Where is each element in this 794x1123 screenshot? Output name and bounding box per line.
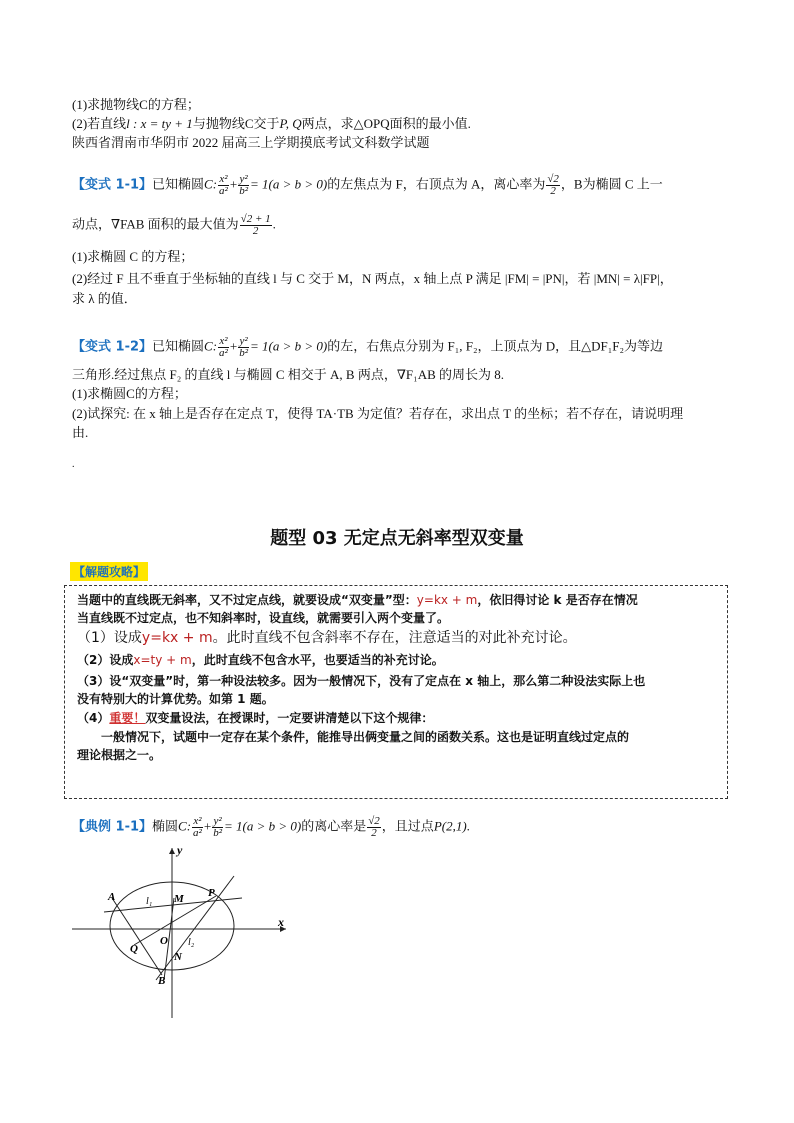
box-line-6: 没有特别大的计算优势。如第 1 题。 — [77, 692, 274, 706]
box-line-4: （2）设成x=ty + m，此时直线不包含水平，也要适当的补充讨论。 — [77, 653, 444, 667]
variant-1-2-tag: 【变式 1-2】 — [72, 339, 153, 355]
label-y: y — [177, 843, 183, 857]
source-line: 陕西省渭南市华阴市 2022 届高三上学期摸底考试文科数学试题 — [72, 135, 430, 150]
label-l1: l₁ — [146, 896, 153, 907]
label-l2: l₂ — [188, 937, 195, 948]
strategy-tag: 【解题攻略】 — [70, 562, 148, 581]
problem-part-2: (2)若直线l : x = ty + 1与抛物线C交于P, Q两点，求△OPQ面积的最小值. — [72, 116, 471, 131]
line-l2 — [156, 876, 234, 980]
label-O: O — [160, 935, 168, 947]
box-line-8: 一般情况下，试题中一定存在某个条件，能推导出俩变量之间的函数关系。这也是证明直线过定点的 — [101, 730, 630, 744]
variant-1-1-part-1: (1)求椭圆 C 的方程； — [72, 249, 194, 264]
variant-1-1-line-1: 【变式 1-1】已知椭圆C: $\frac{\text{x²}}{\text{a²}}$ + $\frac{\text{y²}}{\text{b²}}$ = 1(a > b > 0)的左焦点为 F，右顶点为 A，离心率为 $\frac{√2}{2}$ ，B为椭圆 C 上一 — [72, 173, 663, 197]
label-M: M — [174, 893, 184, 905]
variant-1-1-part-2: (2)经过 F 且不垂直于坐标轴的直线 l 与 C 交于 M，N 两点，x 轴上点 P 满足 |FM| = |PN|，若 |MN| = λ|FP|， — [72, 271, 673, 286]
fraction-y: $\frac{\text{y²}}{\text{b²}}$ — [239, 173, 248, 197]
label-P: P — [208, 887, 215, 899]
variant-1-2-line-2: 三角形.经过焦点 F₂ 的直线 l 与椭圆 C 相交于 A, B 两点，∇F₁AB 的周长为 8. — [72, 367, 505, 382]
variant-1-2-part-1: (1)求椭圆C的方程； — [72, 386, 187, 401]
variant-1-1-line-2: 动点，∇FAB 面积的最大值为 $\frac{√2 + 1}{2}$ . — [72, 213, 276, 237]
variant-1-2-line-1: 【变式 1-2】已知椭圆C: $\frac{\text{x²}}{\text{a²}}$ + $\frac{\text{y²}}{\text{b²}}$ = 1(a > b > 0)的左，右焦点分别为 F₁, F₂，上顶点为 D，且△DF₁F₂为等边 — [72, 335, 664, 359]
variant-1-1-tag: 【变式 1-1】 — [72, 177, 153, 193]
box-line-5: （3）设“双变量”时，第一种设法较多。因为一般情况下，没有了定点在 x 轴上，那么第二种设法实际上也 — [77, 674, 646, 688]
fraction-x: $\frac{\text{x²}}{\text{a²}}$ — [219, 173, 228, 197]
box-line-1: 当题中的直线既无斜率，又不过定点线，就要设成“双变量”型：y=kx + m，依旧得讨论 k 是否存在情况 — [77, 593, 638, 607]
important-mark: 重要！ — [109, 711, 146, 725]
fraction-max-area: $\frac{√2 + 1}{2}$ — [240, 213, 271, 237]
box-line-9: 理论根据之一。 — [77, 748, 162, 762]
box-line-7: （4）重要！双变量设法，在授课时，一定要讲清楚以下这个规律： — [77, 711, 434, 725]
label-N: N — [174, 951, 182, 963]
section-title: 题型 03 无定点无斜率型双变量 — [270, 528, 524, 549]
fraction-eccentricity: $\frac{√2}{2}$ — [547, 173, 559, 197]
label-A: A — [108, 891, 116, 903]
box-line-3: （1）设成y=kx + m。此时直线不包含斜率不存在，注意适当的对此补充讨论。 — [77, 630, 577, 646]
line-am — [112, 898, 162, 975]
example-1-1-line: 【典例 1-1】椭圆C: $\frac{\text{x²}}{\text{a²}}$ + $\frac{\text{y²}}{\text{b²}}$ = 1(a > b > 0)的离心率是 $\frac{√2}{2}$ ，且过点P(2,1). — [72, 815, 470, 839]
stray-dot: . — [72, 459, 75, 470]
label-Q: Q — [130, 943, 138, 955]
variant-1-2-part-2-cont: 由. — [72, 425, 89, 440]
problem-part-1: (1)求抛物线C的方程； — [72, 97, 200, 112]
variant-1-1-part-2-cont: 求 λ 的值． — [72, 291, 137, 306]
variant-1-2-part-2: (2)试探究: 在 x 轴上是否存在定点 T，使得 TA·TB 为定值？若存在，求出点 T 的坐标；若不存在，请说明理 — [72, 406, 684, 421]
example-1-1-tag: 【典例 1-1】 — [72, 819, 153, 835]
ellipse-figure — [64, 840, 304, 1020]
strategy-box — [64, 585, 728, 799]
label-x: x — [278, 915, 284, 929]
label-B: B — [158, 975, 166, 987]
box-line-2: 当直线既不过定点，也不知斜率时，设直线，就需要引入两个变量了。 — [77, 611, 450, 625]
